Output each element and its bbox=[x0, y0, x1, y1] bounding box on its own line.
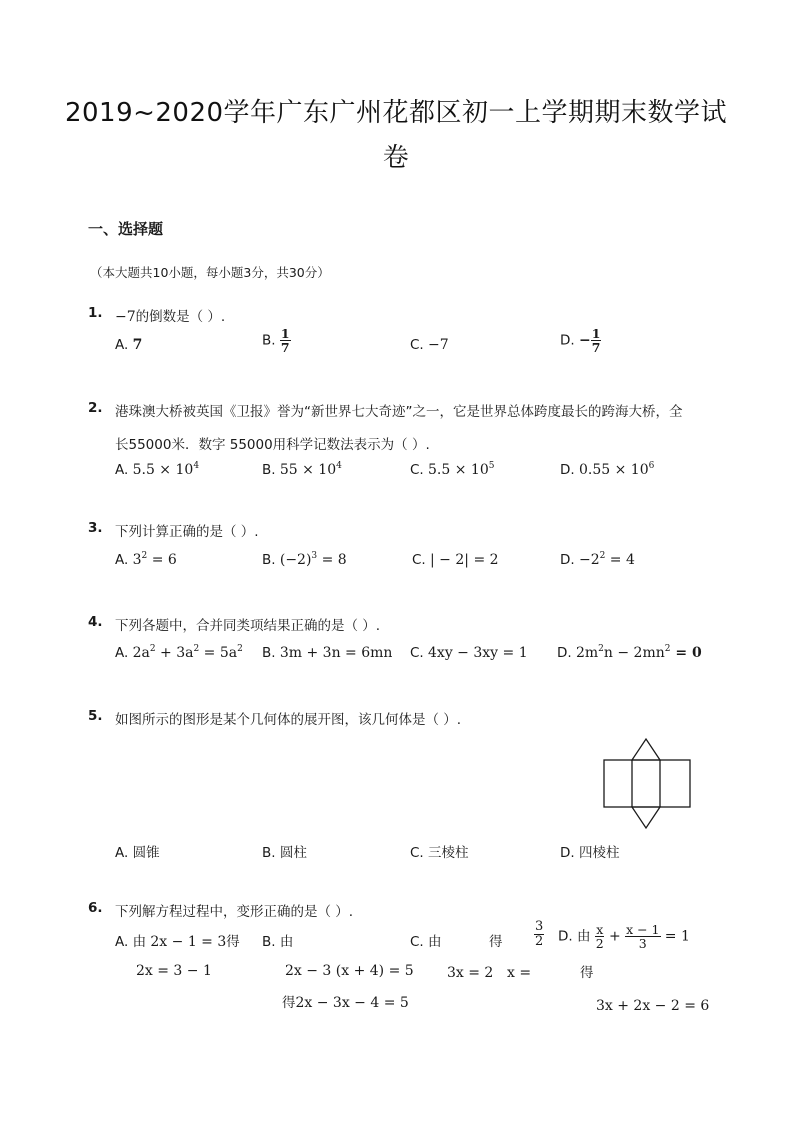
option-a[interactable] bbox=[115, 552, 177, 568]
option-label: A. bbox=[115, 552, 129, 568]
question-number: 3. bbox=[88, 520, 103, 536]
question-text-body: 的倒数是（ ）. bbox=[135, 309, 226, 325]
option-label: B. bbox=[262, 645, 276, 661]
option-b[interactable] bbox=[262, 930, 293, 950]
option-label: D. bbox=[560, 845, 575, 861]
minus-sign: − bbox=[578, 332, 591, 349]
option-connector: 得 bbox=[489, 934, 503, 950]
option-connector: 得 bbox=[226, 934, 240, 950]
prism-net-figure bbox=[598, 735, 698, 830]
page-title-line2: 卷 bbox=[382, 143, 410, 173]
option-value: $5.5 \times 10^4$ bbox=[132, 461, 200, 478]
fraction: $\frac{x}{2}$ bbox=[595, 922, 604, 952]
option-a[interactable] bbox=[115, 930, 240, 950]
option-value: 3m + 3n = 6mn bbox=[279, 645, 393, 661]
option-a[interactable] bbox=[115, 645, 243, 661]
option-d[interactable] bbox=[560, 552, 635, 568]
option-value: $3^2 = 6$ bbox=[132, 551, 177, 568]
option-label: D. bbox=[560, 462, 575, 478]
option-label: A. bbox=[115, 462, 129, 478]
equation-result: 2x = 3 − 1 bbox=[136, 963, 212, 979]
option-label: D. bbox=[560, 552, 575, 568]
plus-sign: + bbox=[609, 928, 621, 945]
question-text: 港珠澳大桥被英国《卫报》誉为“新世界七大奇迹”之一，它是世界总体跨度最长的跨海大桥，全 bbox=[115, 404, 683, 420]
option-value: 4xy − 3xy = 1 bbox=[428, 645, 528, 661]
option-c[interactable] bbox=[410, 462, 494, 478]
option-value: $55 \times 10^4$ bbox=[279, 461, 342, 478]
equation: 2x − 1 = 3 bbox=[150, 934, 227, 950]
equation-result: 2x − 3x − 4 = 5 bbox=[295, 995, 409, 1011]
option-prefix: 由 bbox=[428, 934, 442, 950]
option-b[interactable] bbox=[262, 462, 342, 478]
option-d[interactable] bbox=[560, 327, 601, 354]
option-label: C. bbox=[410, 845, 424, 861]
option-value: $(-2)^3 = 8$ bbox=[279, 551, 347, 568]
option-d[interactable] bbox=[560, 841, 619, 861]
question-number: 4. bbox=[88, 614, 103, 630]
question-text: 如图所示的图形是某个几何体的展开图，该几何体是（ ）. bbox=[115, 712, 462, 728]
option-value: −7 bbox=[428, 337, 449, 353]
option-d[interactable] bbox=[560, 462, 654, 478]
question-text: 下列计算正确的是（ ）. bbox=[115, 524, 259, 540]
option-b[interactable] bbox=[262, 327, 291, 354]
option-d[interactable] bbox=[557, 645, 702, 661]
option-label: C. bbox=[412, 552, 426, 568]
option-label: D. bbox=[560, 332, 575, 349]
option-value: | − 2| = 2 bbox=[430, 552, 499, 568]
option-value: 三棱柱 bbox=[428, 845, 469, 861]
option-b[interactable] bbox=[262, 552, 347, 568]
section-note: （本大题共10小题，每小题3分，共30分） bbox=[90, 265, 330, 280]
option-value: $-2^2 = 4$ bbox=[578, 551, 635, 568]
equation-result: 3x + 2x − 2 = 6 bbox=[596, 998, 710, 1014]
option-value: $2a^2 + 3a^2 = 5a^2$ bbox=[132, 644, 243, 661]
option-label: C. bbox=[410, 337, 424, 353]
option-label: C. bbox=[410, 645, 424, 661]
option-c[interactable] bbox=[410, 841, 469, 861]
option-label: D. bbox=[557, 645, 572, 661]
question-number: 5. bbox=[88, 708, 103, 724]
option-prefix: 由 bbox=[576, 928, 591, 945]
option-value: 7 bbox=[132, 337, 143, 353]
option-c[interactable] bbox=[410, 930, 442, 950]
option-a[interactable] bbox=[115, 841, 160, 861]
question-text-line2: 长55000米．数字 55000用科学记数法表示为（ ）. bbox=[115, 437, 430, 453]
question-number: 6. bbox=[88, 900, 103, 916]
option-label: B. bbox=[262, 332, 276, 349]
equation-rhs: = 1 bbox=[664, 928, 690, 945]
fraction: $\frac{1}{7}$ bbox=[591, 326, 601, 356]
option-value: $5.5 \times 10^5$ bbox=[428, 461, 495, 478]
option-value: $2m^2n - 2mn^2 = 0$ bbox=[575, 644, 702, 661]
option-label: B. bbox=[262, 845, 276, 861]
option-c[interactable] bbox=[412, 552, 499, 568]
option-label: C. bbox=[410, 462, 424, 478]
option-label: A. bbox=[115, 845, 129, 861]
option-c[interactable] bbox=[410, 337, 449, 353]
math-expr: −7 bbox=[115, 309, 136, 325]
equation-result: x = bbox=[507, 965, 532, 981]
option-value: 四棱柱 bbox=[578, 845, 620, 861]
option-prefix: 由 bbox=[279, 934, 294, 950]
fraction: $\frac{3}{2}$ bbox=[535, 919, 544, 949]
option-d[interactable] bbox=[558, 923, 690, 950]
net-bottom-triangle bbox=[632, 807, 660, 828]
fraction: $\frac{x - 1}{3}$ bbox=[626, 922, 660, 952]
option-label: D. bbox=[558, 928, 573, 945]
section-heading: 一、选择题 bbox=[88, 220, 164, 238]
option-connector: 得 bbox=[580, 965, 594, 981]
equation: 2x − 3 (x + 4) = 5 bbox=[285, 963, 414, 979]
question-number: 2. bbox=[88, 400, 103, 416]
option-a[interactable] bbox=[115, 337, 142, 353]
option-connector: 得 bbox=[282, 995, 296, 1011]
option-label: C. bbox=[410, 934, 424, 950]
option-b[interactable] bbox=[262, 645, 392, 661]
fraction: $\frac{1}{7}$ bbox=[280, 326, 290, 356]
question-text: 下列各题中，合并同类项结果正确的是（ ）. bbox=[115, 618, 381, 634]
option-value: 圆锥 bbox=[132, 845, 160, 861]
net-top-triangle bbox=[632, 739, 660, 760]
option-label: B. bbox=[262, 934, 276, 950]
option-b[interactable] bbox=[262, 841, 307, 861]
equation: 3x = 2 bbox=[447, 965, 494, 981]
option-value: 圆柱 bbox=[279, 845, 307, 861]
question-text bbox=[115, 305, 225, 325]
option-label: A. bbox=[115, 934, 129, 950]
option-value: $0.55 \times 10^6$ bbox=[578, 461, 655, 478]
option-label: B. bbox=[262, 462, 276, 478]
option-c[interactable] bbox=[410, 645, 528, 661]
option-label: A. bbox=[115, 645, 129, 661]
option-label: A. bbox=[115, 337, 129, 353]
option-prefix: 由 bbox=[132, 934, 147, 950]
net-rectangle bbox=[604, 760, 690, 807]
option-b-result bbox=[282, 991, 409, 1011]
question-text: 下列解方程过程中，变形正确的是（ ）. bbox=[115, 904, 354, 920]
page-title: 2019~2020学年广东广州花都区初一上学期期末数学试 bbox=[64, 98, 728, 128]
option-label: B. bbox=[262, 552, 276, 568]
option-a[interactable] bbox=[115, 462, 199, 478]
question-number: 1. bbox=[88, 305, 103, 321]
